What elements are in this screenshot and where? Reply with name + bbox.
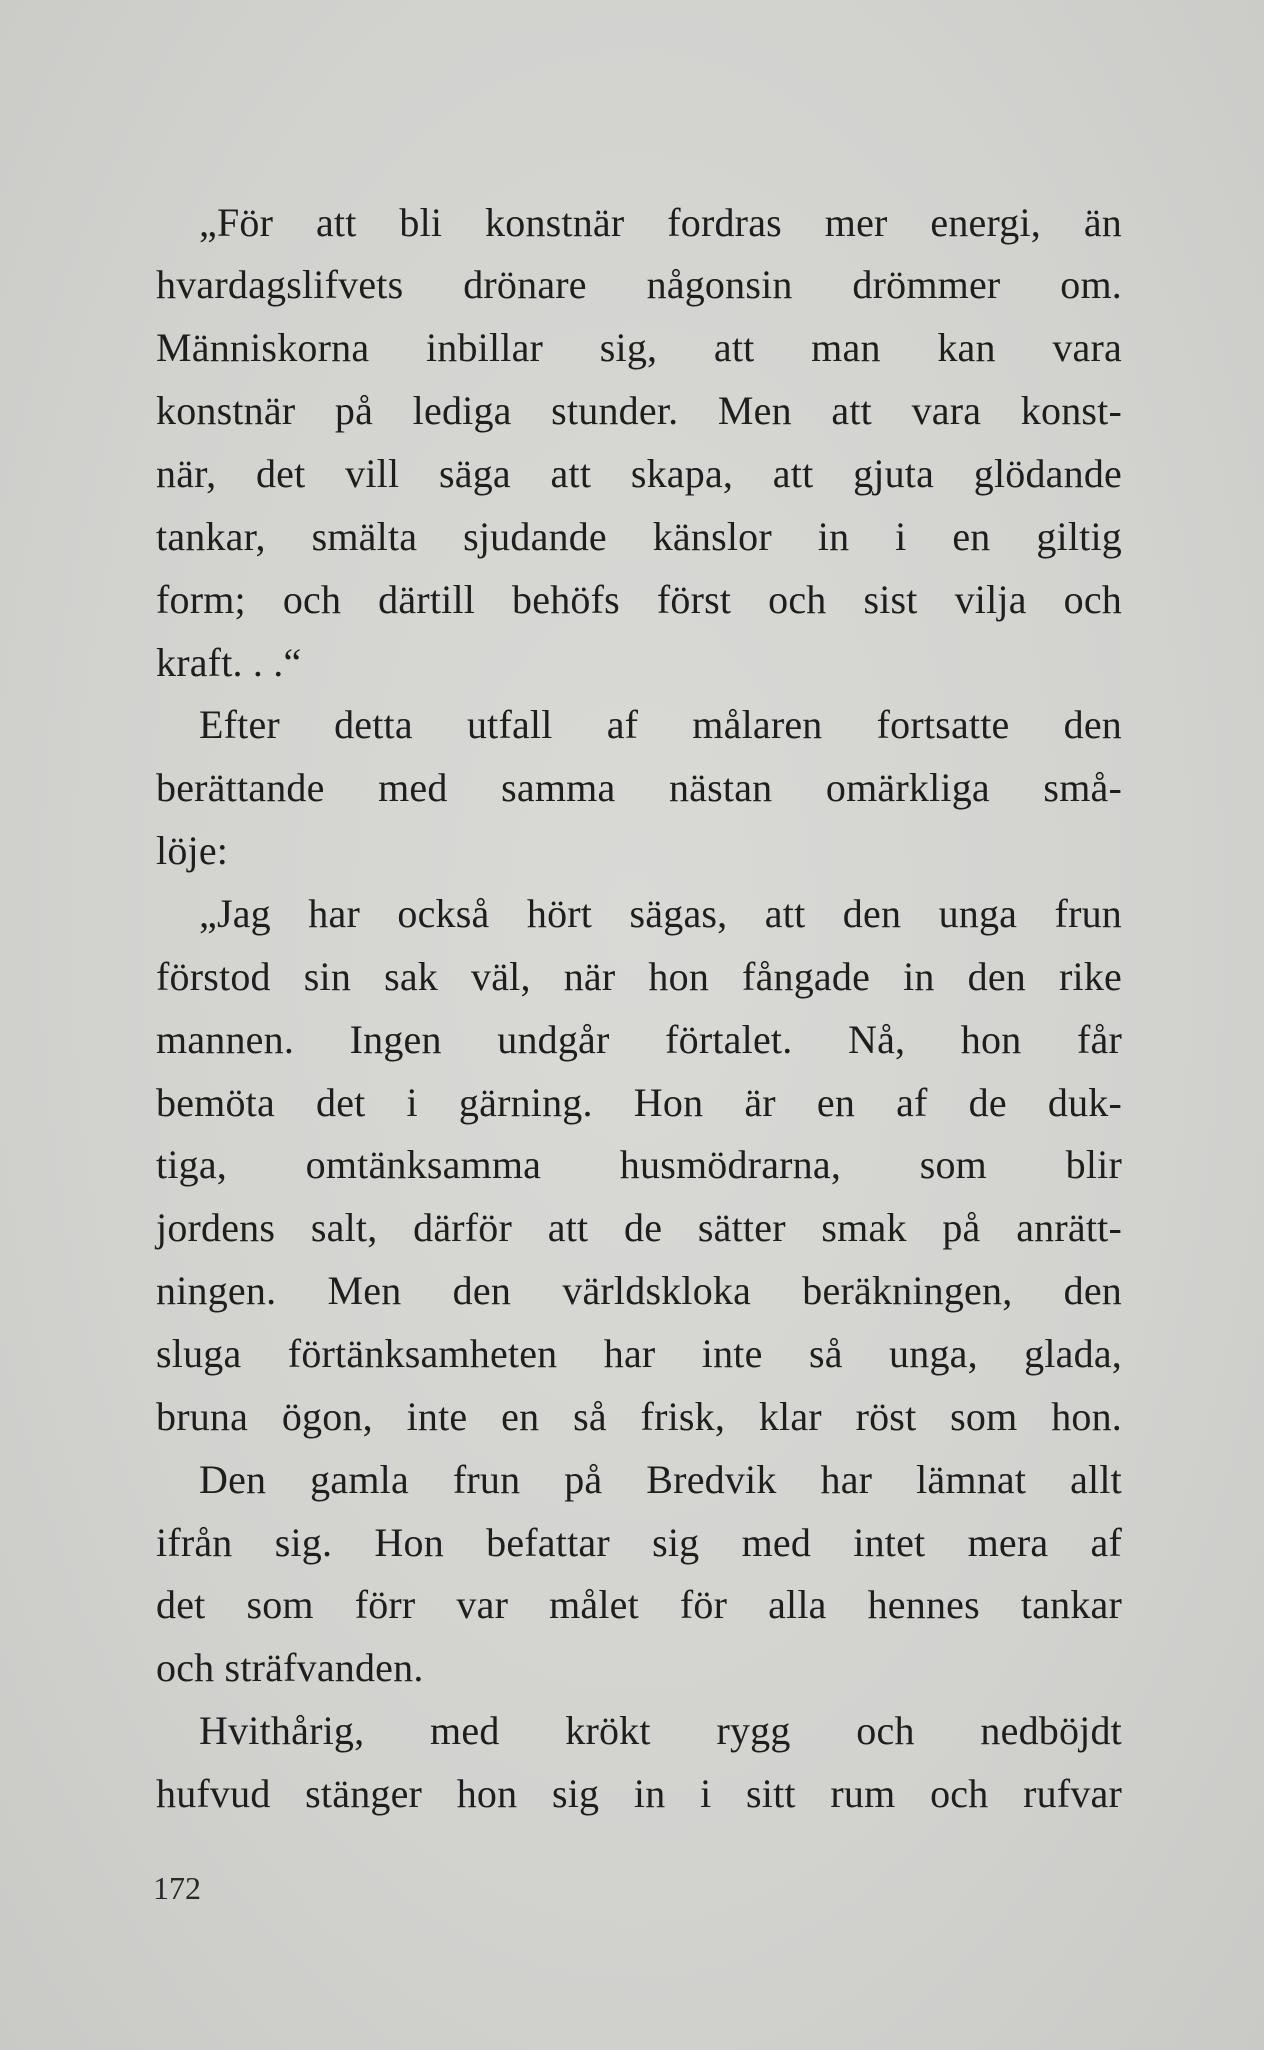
text-line: form; och därtill behöfs först och sist vilja och [156,577,1122,622]
text-line: hvardagslifvets drönare någonsin drömmer om. [156,262,1122,307]
text-line: Hvithårig, med krökt rygg och nedböjdt [199,1708,1122,1753]
text-line: bemöta det i gärning. Hon är en af de duk- [156,1080,1122,1125]
text-line: förstod sin sak väl, när hon fångade in den rike [156,954,1122,999]
text-line: och sträfvanden. [156,1645,424,1690]
text-line: tiga, omtänksamma husmödrarna, som blir [156,1142,1122,1187]
text-line: när, det vill säga att skapa, att gjuta glödande [156,451,1122,496]
text-line: Efter detta utfall af målaren fortsatte den [199,702,1122,747]
text-line: ningen. Men den världskloka beräkningen, den [156,1268,1122,1313]
text-line: mannen. Ingen undgår förtalet. Nå, hon får [156,1017,1122,1062]
text-line: ifrån sig. Hon befattar sig med intet mera af [156,1520,1122,1565]
text-line: „Jag har också hört sägas, att den unga frun [199,891,1122,936]
text-line: jordens salt, därför att de sätter smak på anrätt- [156,1205,1122,1250]
text-line: bruna ögon, inte en så frisk, klar röst som hon. [156,1394,1122,1439]
text-line: sluga förtänksamheten har inte så unga, glada, [156,1331,1122,1376]
text-line: konstnär på lediga stunder. Men att vara konst- [156,388,1122,433]
text-line: berättande med samma nästan omärkliga små- [156,765,1122,810]
page-number: 172 [153,1870,201,1906]
text-line: tankar, smälta sjudande känslor in i en giltig [156,514,1122,559]
text-line: löje: [156,828,229,873]
text-line: „För att bli konstnär fordras mer energi, än [199,200,1122,245]
text-line: kraft. . .“ [156,640,302,685]
text-line: hufvud stänger hon sig in i sitt rum och rufvar [156,1771,1122,1816]
text-line: Den gamla frun på Bredvik har lämnat allt [199,1457,1122,1502]
text-line: Människorna inbillar sig, att man kan vara [156,325,1122,370]
text-line: det som förr var målet för alla hennes tankar [156,1582,1122,1627]
